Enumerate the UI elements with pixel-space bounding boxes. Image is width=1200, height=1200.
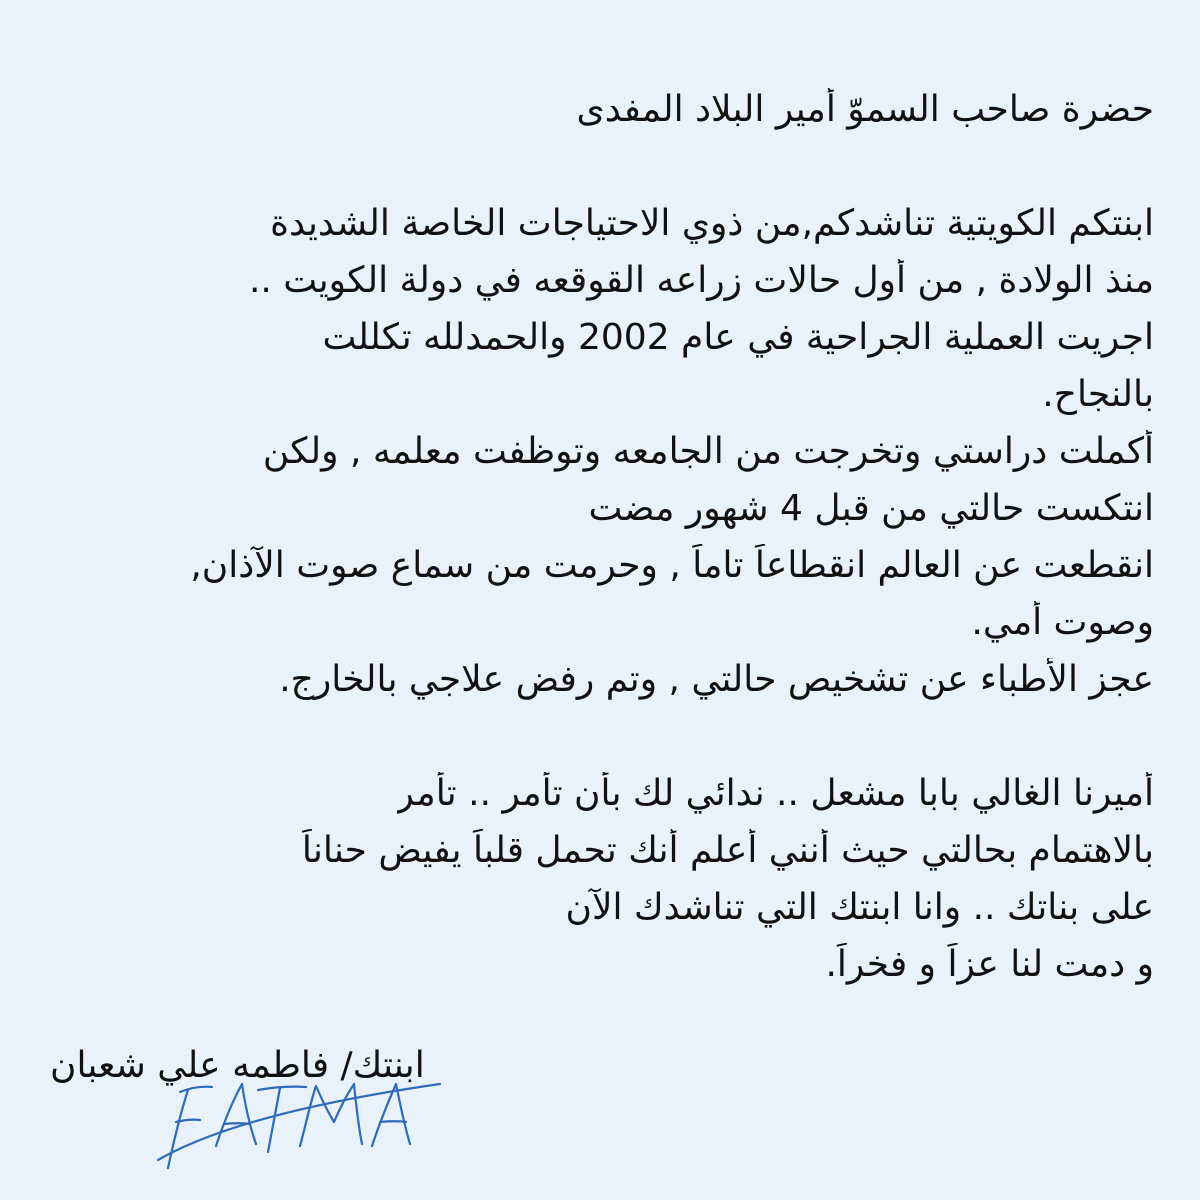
handwritten-signature: [150, 1060, 450, 1180]
letter-line: على بناتك .. وانا ابنتك التي تناشدك الآن: [565, 887, 1154, 928]
letter-line: أميرنا الغالي بابا مشعل .. ندائي لك بأن تأمر .. تأمر: [396, 773, 1154, 814]
letter-line: بالنجاح.: [1042, 374, 1154, 415]
letter-line: انتكست حالتي من قبل 4 شهور مضت: [588, 488, 1154, 529]
salutation: حضرة صاحب السموّ أمير البلاد المفدى: [576, 89, 1154, 130]
letter-line: ابنتكم الكويتية تناشدكم,من ذوي الاحتياجات الخاصة الشديدة: [270, 203, 1154, 244]
letter-line: بالاهتمام بحالتي حيث أنني أعلم أنك تحمل قلباً يفيض حناناً: [301, 830, 1154, 871]
letter-line: عجز الأطباء عن تشخيص حالتي , وتم رفض علاجي بالخارج.: [279, 659, 1154, 700]
letter-line: اجريت العملية الجراحية في عام 2002 والحمدلله تكللت: [322, 317, 1154, 358]
letter-line: و دمت لنا عزاً و فخراً.: [825, 944, 1154, 985]
letter-line: منذ الولادة , من أول حالات زراعه القوقعه في دولة الكويت ..: [248, 260, 1154, 301]
letter-line: انقطعت عن العالم انقطاعاً تاماً , وحرمت من سماع صوت الآذان,: [190, 545, 1154, 586]
signature-name: ابنتك/ فاطمه علي شعبان: [50, 1045, 425, 1086]
letter-line: أكملت دراستي وتخرجت من الجامعه وتوظفت معلمه , ولكن: [262, 431, 1154, 472]
letter-line: وصوت أمي.: [971, 602, 1154, 643]
